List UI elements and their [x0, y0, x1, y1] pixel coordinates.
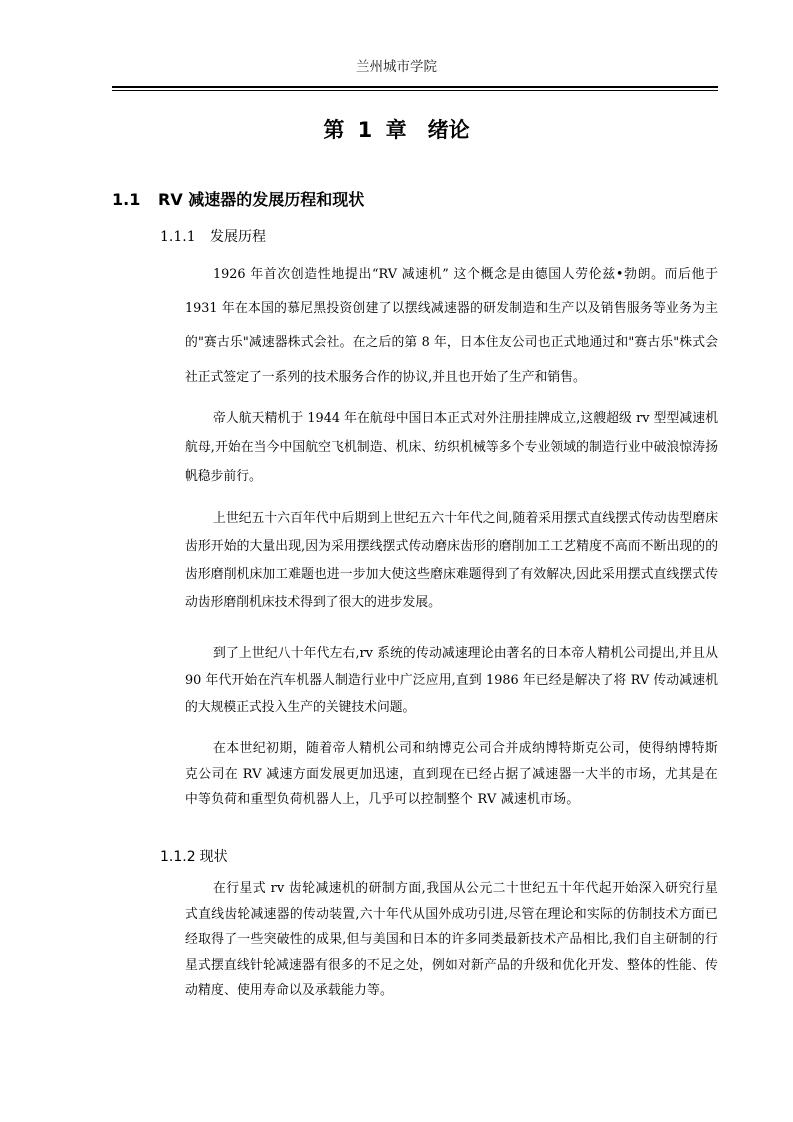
- paragraph-3: 上世纪五十六百年代中后期到上世纪五六十年代之间,随着采用摆式直线摆式传动齿型磨床齿形开始的大量出现,因为采用摆线摆式传动磨床齿形的磨削加工工艺精度不高而不断出现的的齿形磨削机床加工难题也进一步加大使这些磨床难题得到了有效解决,因此采用摆式直线摆式传动齿形磨削机床技术得到了很大的进步发展。: [185, 511, 718, 610]
- subsection-number: 1.1.1: [160, 229, 196, 245]
- section-number: 1.1: [112, 190, 141, 209]
- section-heading: [112, 189, 364, 211]
- subsection-title: 现状: [199, 849, 228, 865]
- chapter-title: 第 1 章 绪论: [323, 118, 470, 142]
- header-rule-thin: [112, 90, 718, 91]
- subsection-heading-2: [160, 846, 228, 868]
- section-title: RV 减速器的发展历程和现状: [158, 190, 365, 209]
- paragraph-1: 1926 年首次创造性地提出“RV 减速机” 这个概念是由德国人劳伦兹•勃朗。而后他于 1931 年在本国的慕尼黑投资创建了以摆线减速器的研发制造和生产以及销售服务等业务为主的"赛古乐"减速器株式会社。在之后的第 8 年，日本住友公司也正式地通过和"赛古乐"株式会社正式签定了一系列的技术服务合作的协议,并且也开始了生产和销售。: [185, 267, 718, 385]
- subsection-number: 1.1.2: [160, 849, 196, 865]
- paragraph-4: 到了上世纪八十年代左右,rv 系统的传动减速理论由著名的日本帝人精机公司提出,并且从 90 年代开始在汽车机器人制造行业中广泛应用,直到 1986 年已经是解决了将 RV 传动减速机的大规模正式投入生产的关键技术问题。: [185, 646, 718, 715]
- running-header: 兰州城市学院: [356, 59, 437, 75]
- subsection-heading-1: [160, 226, 266, 248]
- paragraph-2: 帝人航天精机于 1944 年在航母中国日本正式对外注册挂牌成立,这艘超级 rv 型型减速机航母,开始在当今中国航空飞机制造、机床、纺织机械等多个专业领域的制造行业中破浪惊涛扬帆稳步前行。: [185, 411, 718, 484]
- paragraph-6: 在行星式 rv 齿轮减速机的研制方面,我国从公元二十世纪五十年代起开始深入研究行星式直线齿轮减速器的传动装置,六十年代从国外成功引进,尽管在理论和实际的仿制技术方面已经取得了一些突破性的成果,但与美国和日本的许多同类最新技术产品相比,我们自主研制的行星式摆直线针轮减速器有很多的不足之处，例如对新产品的升级和优化开发、整体的性能、传动精度、使用寿命以及承载能力等。: [185, 881, 718, 998]
- header-rule-thick: [112, 86, 718, 88]
- paragraph-5: 在本世纪初期，随着帝人精机公司和纳博克公司合并成纳博特斯克公司，使得纳博特斯克公司在 RV 减速方面发展更加迅速，直到现在已经占据了减速器一大半的市场，尤其是在中等负荷和重型负荷机器人上，几乎可以控制整个 RV 减速机市场。: [185, 741, 718, 807]
- subsection-title: 发展历程: [210, 229, 266, 245]
